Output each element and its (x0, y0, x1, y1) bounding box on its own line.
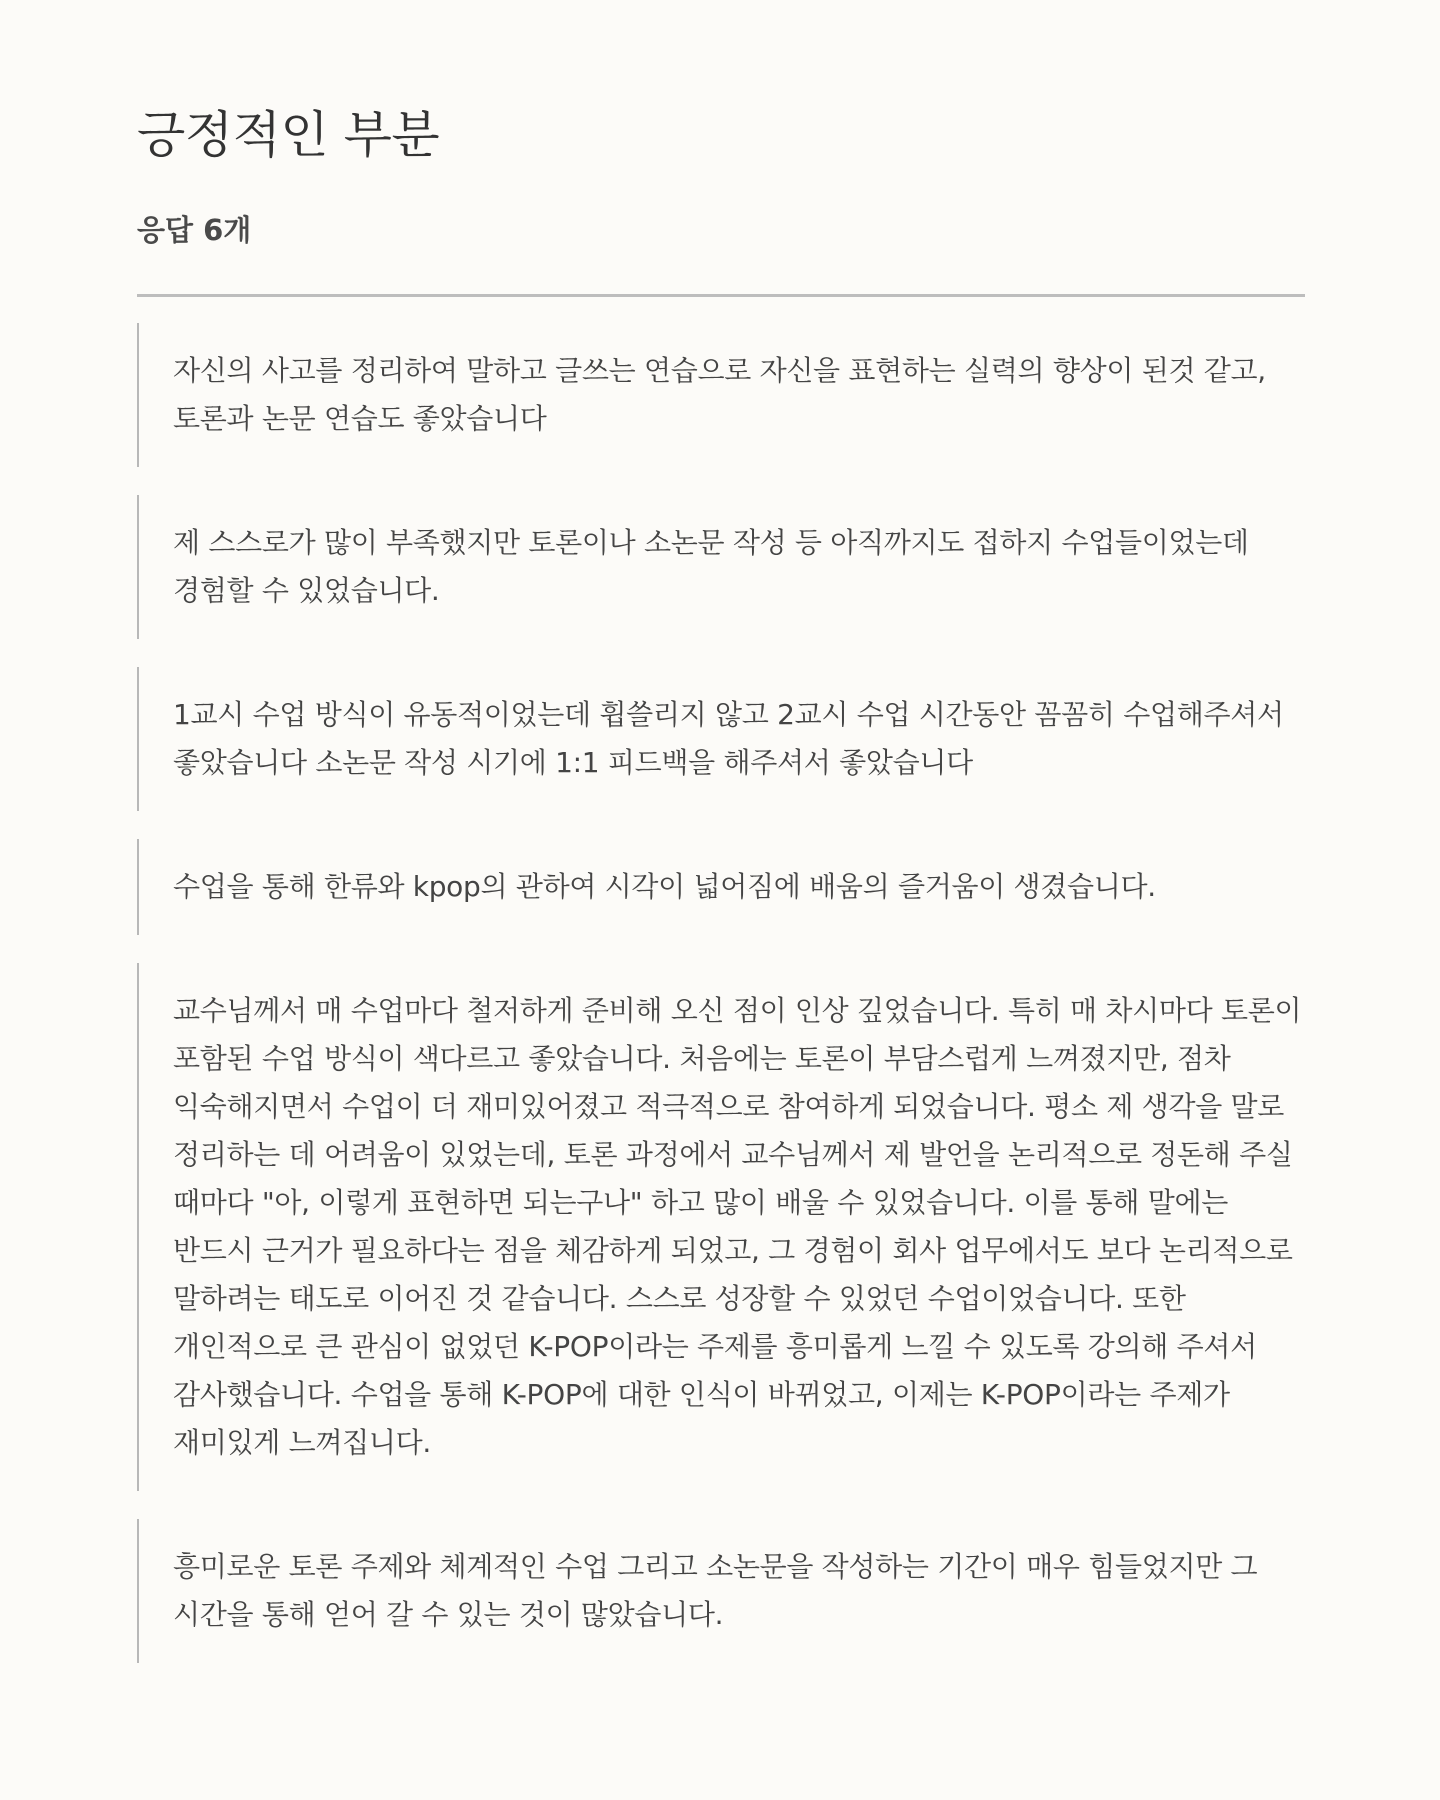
response-item-5 (137, 963, 1305, 1491)
response-text: 흥미로운 토론 주제와 체계적인 수업 그리고 소논문을 작성하는 기간이 매우 힘들었지만 그 시간을 통해 얻어 갈 수 있는 것이 많았습니다. (173, 1550, 1258, 1631)
response-text: 교수님께서 매 수업마다 철저하게 준비해 오신 점이 인상 깊었습니다. 특히 매 차시마다 토론이 포함된 수업 방식이 색다르고 좋았습니다. 처음에는 토론이 부담스럽게 느껴졌지만, 점차 익숙해지면서 수업이 더 재미있어졌고 적극적으로 참여하게 되었습니다. 평소 제 생각을 말로 정리하는 데 어려움이 있었는데, 토론 과정에서 교수님께서 제 발언을 논리적으로 정돈해 주실 때마다 "아, 이렇게 표현하면 되는구나" 하고 많이 배울 수 있었습니다. 이를 통해 말에는 반드시 근거가 필요하다는 점을 체감하게 되었고, 그 경험이 회사 업무에서도 보다 논리적으로 말하려는 태도로 이어진 것 같습니다. 스스로 성장할 수 있었던 수업이었습니다. 또한 개인적으로 큰 관심이 없었던 K-POP이라는 주제를 흥미롭게 느낄 수 있도록 강의해 주셔서 감사했습니다. 수업을 통해 K-POP에 대한 인식이 바뀌었고, 이제는 K-POP이라는 주제가 재미있게 느껴집니다. (173, 994, 1302, 1459)
response-item-1 (137, 323, 1305, 467)
response-text: 수업을 통해 한류와 kpop의 관하여 시각이 넓어짐에 배움의 즐거움이 생겼습니다. (173, 870, 1156, 903)
response-text: 자신의 사고를 정리하여 말하고 글쓰는 연습으로 자신을 표현하는 실력의 향상이 된것 같고, 토론과 논문 연습도 좋았습니다 (173, 354, 1266, 435)
response-text: 제 스스로가 많이 부족했지만 토론이나 소논문 작성 등 아직까지도 접하지 수업들이었는데 경험할 수 있었습니다. (173, 526, 1249, 607)
response-list (137, 323, 1305, 1663)
response-item-3 (137, 667, 1305, 811)
section-divider (137, 294, 1305, 297)
response-item-6 (137, 1519, 1305, 1663)
section-title: 긍정적인 부분 (137, 106, 440, 164)
response-text: 1교시 수업 방식이 유동적이었는데 휩쓸리지 않고 2교시 수업 시간동안 꼼꼼히 수업해주셔서 좋았습니다 소논문 작성 시기에 1:1 피드백을 해주셔서 좋았습니다 (173, 698, 1284, 779)
response-item-2 (137, 495, 1305, 639)
response-item-4 (137, 839, 1305, 935)
response-count: 응답 6개 (137, 213, 252, 247)
survey-section (137, 100, 1305, 1691)
